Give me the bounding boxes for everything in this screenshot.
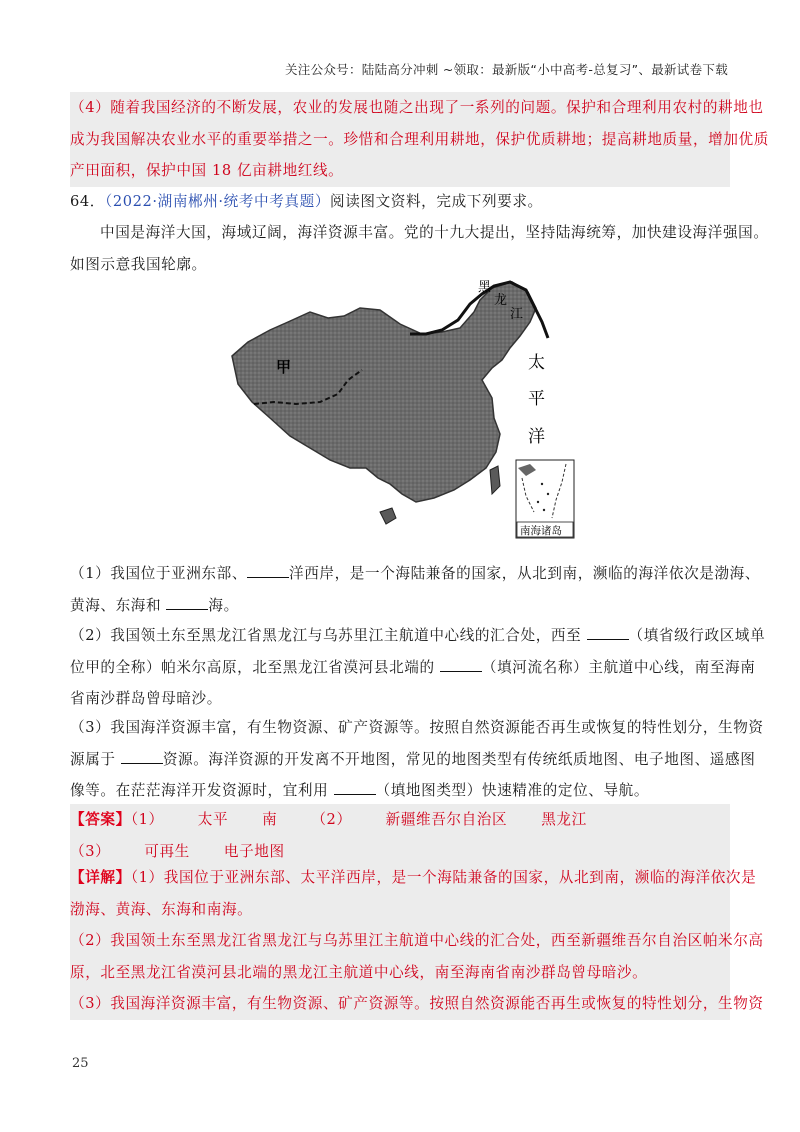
q3-text-d: 像等。在茫茫海洋开发资源时，宜利用	[70, 782, 334, 799]
explanation-line-5: （3）我国海洋资源丰富，有生物资源、矿产资源等。按照自然资源能否再生或恢复的特性划分，生物资	[70, 995, 764, 1012]
answer-tag: 【答案】	[70, 811, 131, 828]
answer-block	[70, 804, 730, 867]
sub-question-2	[70, 620, 766, 715]
intro-line-1: 中国是海洋大国，海域辽阔，海洋资源丰富。党的十九大提出，坚持陆海统筹，加快建设海洋强国。	[100, 224, 769, 241]
question-source: （2022·湖南郴州·统考中考真题）	[104, 193, 331, 210]
island-taiwan	[490, 466, 500, 494]
china-outline-map	[230, 272, 580, 544]
q2-blank-1[interactable]	[587, 625, 629, 640]
ocean-label-char-3: 洋	[528, 427, 545, 447]
ocean-label-char-1: 太	[528, 353, 545, 373]
q3-blank-1[interactable]	[121, 749, 163, 764]
prev-answer-line-2: 成为我国解决农业水平的重要举措之一。珍惜和合理利用耕地，保护优质耕地；提高耕地质量，增加优质	[70, 130, 769, 148]
answer-2-label: （2）	[311, 811, 352, 828]
sub-question-1	[70, 558, 761, 621]
q1-blank-2[interactable]	[166, 595, 208, 610]
question-number: 64．	[70, 193, 105, 210]
river-label-char-1: 黑	[478, 280, 492, 295]
explanation-line-2: 渤海、黄海、东海和南海。	[70, 900, 253, 918]
question-header	[70, 186, 730, 218]
q3-text-b: 源属于	[70, 750, 121, 768]
q3-text-a: （3）我国海洋资源丰富，有生物资源、矿产资源等。按照自然资源能否再生或恢复的特性划分，生物资	[70, 719, 764, 736]
q2-text-b: （填省级行政区域单	[628, 627, 766, 644]
prev-answer-line-3: 产田面积，保护中国 18 亿亩耕地红线。	[70, 162, 344, 179]
question-intro	[70, 217, 769, 280]
q2-text-e: 省南沙群岛曾母暗沙。	[70, 690, 222, 707]
answer-1-b: 南	[262, 811, 278, 828]
explanation-line-3: （2）我国领土东至黑龙江省黑龙江与乌苏里江主航道中心线的汇合处，西至新疆维吾尔自治区帕米尔高	[70, 932, 764, 949]
q3-text-c: 资源。海洋资源的开发离不开地图，常见的地图类型有传统纸质地图、电子地图、遥感图	[162, 750, 756, 768]
q1-blank-1[interactable]	[247, 563, 289, 578]
explanation-block	[70, 862, 764, 1020]
south-china-sea-inset	[516, 460, 574, 538]
q1-text-d: 海。	[208, 596, 239, 614]
answer-1-a: 太平	[197, 811, 229, 828]
china-land-shape	[232, 282, 536, 502]
answer-2-b: 黑龙江	[541, 811, 587, 828]
river-label-char-3: 江	[510, 307, 524, 322]
answer-1-label: （1）	[130, 811, 164, 828]
q1-text-c: 黄海、东海和	[70, 596, 167, 614]
question-instruction: 阅读图文资料，完成下列要求。	[330, 193, 543, 210]
intro-line-2: 如图示意我国轮廓。	[70, 255, 207, 273]
island-hainan	[380, 508, 396, 524]
answer-3-a: 可再生	[144, 842, 190, 860]
page-number: 25	[72, 1056, 89, 1071]
q2-text-c: 位甲的全称）帕米尔高原，北至黑龙江省漠河县北端的	[70, 658, 440, 676]
answer-2-a: 新疆维吾尔自治区	[385, 811, 508, 828]
q2-text-d: （填河流名称）主航道中心线，南至海南	[481, 658, 756, 676]
prev-answer-line-1: （4）随着我国经济的不断发展，农业的发展也随之出现了一系列的问题。保护和合理利用农村的耕地也	[70, 99, 764, 116]
explanation-line-1: （1）我国位于亚洲东部、太平洋西岸，是一个海陆兼备的国家，从北到南，濒临的海洋依次是	[130, 869, 757, 886]
q2-text-a: （2）我国领土东至黑龙江省黑龙江与乌苏里江主航道中心线的汇合处，西至	[70, 627, 587, 644]
explanation-tag: 【详解】	[70, 869, 131, 886]
q3-blank-2[interactable]	[334, 780, 376, 795]
sub-question-3	[70, 712, 764, 807]
river-label-char-2: 龙	[494, 293, 508, 308]
q1-text-a: （1）我国位于亚洲东部、	[70, 565, 248, 582]
q2-blank-2[interactable]	[440, 657, 482, 672]
inset-label: 南海诸岛	[520, 525, 562, 537]
answer-3-b: 电子地图	[223, 842, 285, 860]
map-label-jia: 甲	[276, 358, 292, 376]
ocean-label-char-2: 平	[528, 389, 545, 409]
page-header: 关注公众号：陆陆高分冲刺 ~领取：最新版“小中高考-总复习”、最新试卷下载	[284, 62, 728, 77]
explanation-line-4: 原，北至黑龙江省漠河县北端的黑龙江主航道中心线，南至海南省南沙群岛曾母暗沙。	[70, 963, 648, 981]
q1-text-b: 洋西岸，是一个海陆兼备的国家，从北到南，濒临的海洋依次是渤海、	[289, 565, 761, 582]
answer-3-label: （3）	[70, 842, 111, 860]
previous-answer-block	[70, 92, 769, 187]
q3-text-e: （填地图类型）快速精准的定位、导航。	[375, 782, 650, 799]
